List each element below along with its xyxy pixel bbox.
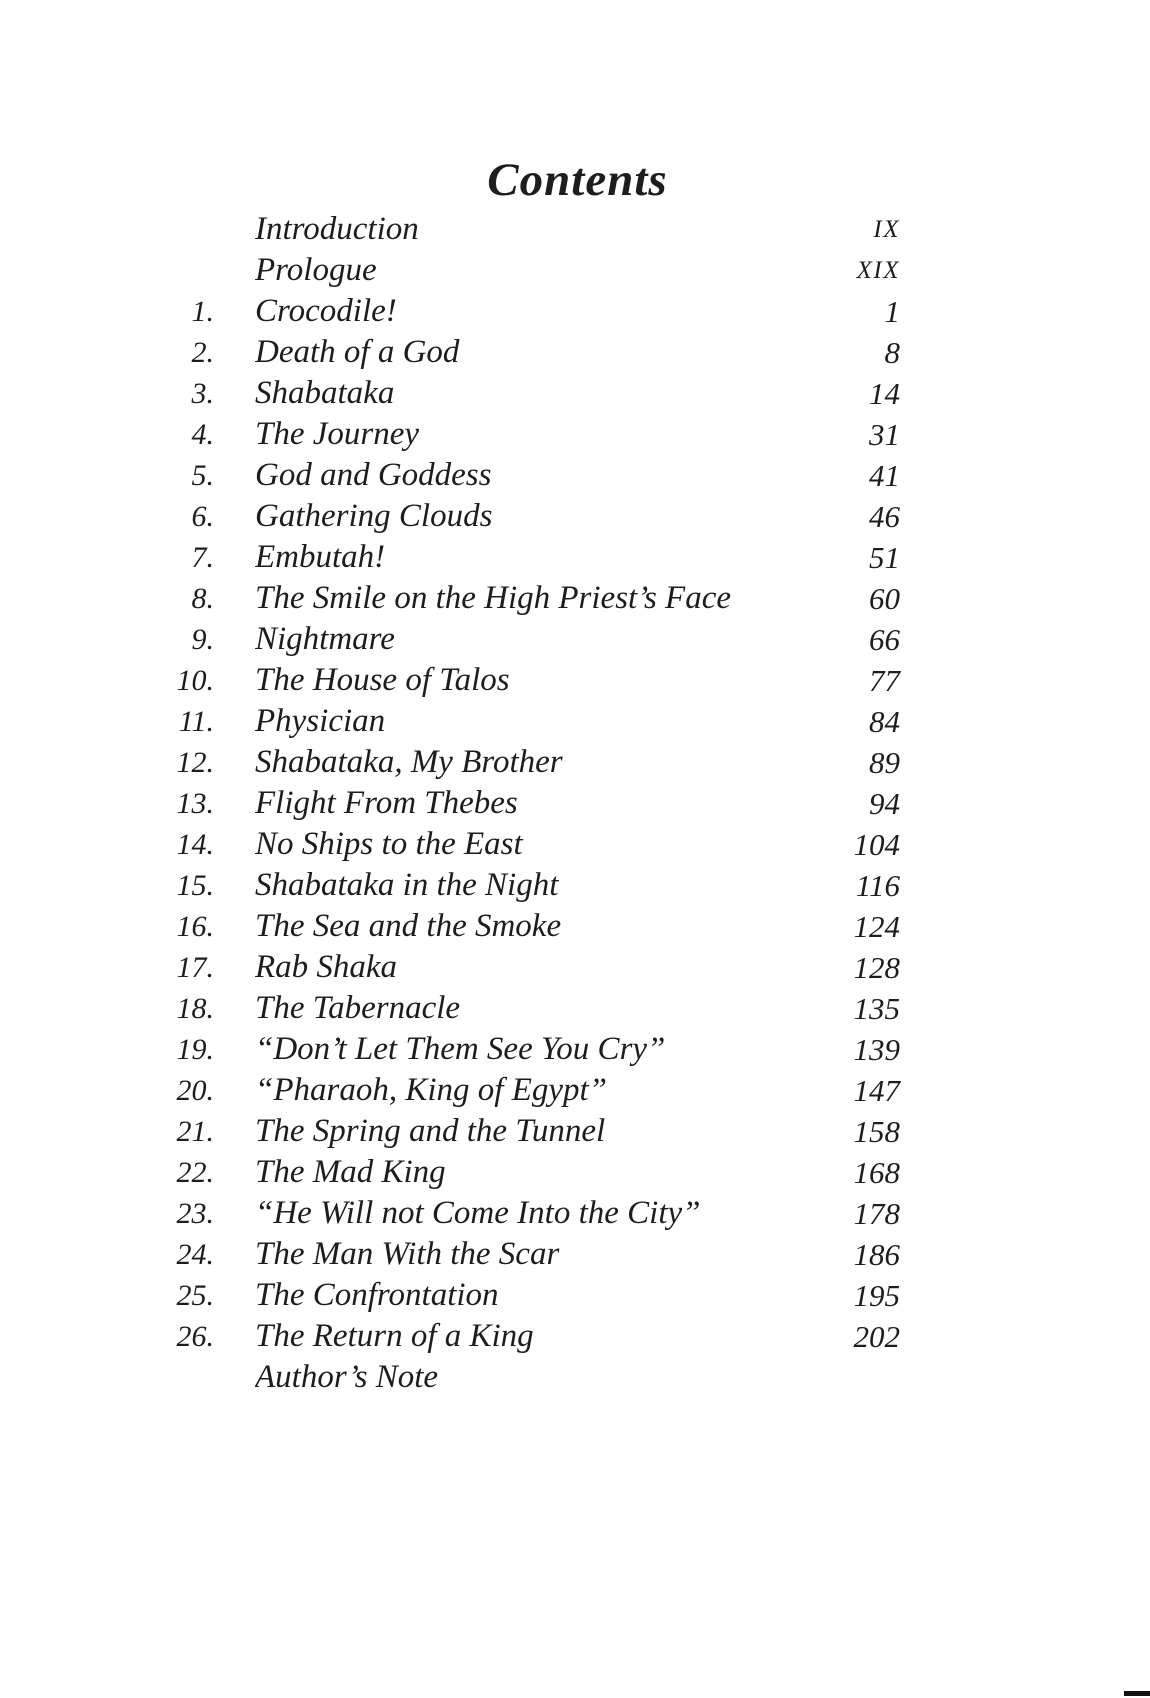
page-title: Contents — [487, 154, 668, 207]
chapter-number: 23. — [176, 1196, 214, 1230]
toc-row — [150, 906, 900, 947]
chapter-title: The Sea and the Smoke — [255, 908, 562, 944]
chapter-number: 7. — [191, 540, 214, 574]
toc-row — [150, 578, 900, 619]
toc-row — [150, 619, 900, 660]
chapter-title: Embutah! — [255, 539, 386, 575]
chapter-title: Prologue — [255, 252, 377, 288]
chapter-number: 17. — [176, 950, 214, 984]
page-number: 128 — [853, 949, 900, 985]
chapter-number: 4. — [191, 417, 214, 451]
chapter-number: 24. — [176, 1237, 214, 1271]
page-number: 66 — [869, 621, 900, 657]
toc-row — [150, 373, 900, 414]
chapter-title: God and Goddess — [255, 457, 492, 493]
toc-row — [150, 1152, 900, 1193]
chapter-title: Crocodile! — [255, 293, 397, 329]
page-number: 94 — [869, 785, 900, 821]
chapter-number: 16. — [176, 909, 214, 943]
toc-row — [150, 742, 900, 783]
page-number: 31 — [869, 416, 900, 452]
page-number: IX — [873, 215, 900, 243]
chapter-number: 19. — [176, 1032, 214, 1066]
page-number: 104 — [853, 826, 900, 862]
chapter-title: Shabataka in the Night — [255, 867, 559, 903]
toc-row — [150, 537, 900, 578]
page-number: 139 — [853, 1031, 900, 1067]
page-number: 116 — [855, 867, 900, 903]
toc-row — [150, 496, 900, 537]
page-number: 186 — [853, 1236, 900, 1272]
chapter-title: The Tabernacle — [255, 990, 461, 1026]
chapter-number: 20. — [176, 1073, 214, 1107]
chapter-number: 18. — [176, 991, 214, 1025]
page-number: 46 — [869, 498, 900, 534]
toc-row — [150, 1357, 900, 1398]
toc-row — [150, 824, 900, 865]
chapter-title: Physician — [255, 703, 386, 739]
chapter-title: Nightmare — [255, 621, 395, 657]
chapter-title: The Spring and the Tunnel — [255, 1113, 606, 1149]
chapter-title: Rab Shaka — [255, 949, 398, 985]
chapter-title: The Man With the Scar — [255, 1236, 560, 1272]
chapter-title: Death of a God — [255, 334, 460, 370]
page-number: XIX — [856, 256, 900, 284]
chapter-title: The Return of a King — [255, 1318, 534, 1354]
chapter-number: 9. — [191, 622, 214, 656]
page-number: 124 — [853, 908, 900, 944]
chapter-number: 26. — [176, 1319, 214, 1353]
toc-row — [150, 1193, 900, 1234]
chapter-number: 5. — [191, 458, 214, 492]
chapter-title: Author’s Note — [255, 1359, 439, 1395]
toc-row — [150, 1275, 900, 1316]
chapter-number: 1. — [191, 294, 214, 328]
page-number: 168 — [853, 1154, 900, 1190]
chapter-title: “Pharaoh, King of Egypt” — [255, 1072, 608, 1108]
toc-row — [150, 455, 900, 496]
toc-row — [150, 414, 900, 455]
page-number: 60 — [869, 580, 900, 616]
chapter-title: The Smile on the High Priest’s Face — [255, 580, 731, 616]
toc-row — [150, 291, 900, 332]
chapter-number: 22. — [176, 1155, 214, 1189]
toc-row — [150, 1234, 900, 1275]
chapter-title: “He Will not Come Into the City” — [255, 1195, 701, 1231]
toc-row — [150, 1029, 900, 1070]
scan-artifact-mark — [1124, 1691, 1150, 1696]
chapter-title: Flight From Thebes — [255, 785, 518, 821]
page-number: 84 — [869, 703, 900, 739]
chapter-title: Gathering Clouds — [255, 498, 493, 534]
toc-row — [150, 1111, 900, 1152]
toc-row — [150, 1316, 900, 1357]
page-number: 89 — [869, 744, 900, 780]
chapter-number: 10. — [176, 663, 214, 697]
toc-row — [150, 988, 900, 1029]
toc-row — [150, 209, 900, 250]
chapter-number: 3. — [191, 376, 214, 410]
chapter-title: The Confrontation — [255, 1277, 499, 1313]
toc-row — [150, 947, 900, 988]
toc-row — [150, 865, 900, 906]
chapter-number: 13. — [176, 786, 214, 820]
chapter-number: 8. — [191, 581, 214, 615]
chapter-title: The Journey — [255, 416, 420, 452]
page-number: 41 — [869, 457, 900, 493]
chapter-number: 12. — [176, 745, 214, 779]
toc-row — [150, 1070, 900, 1111]
page-number: 147 — [853, 1072, 900, 1108]
page-number: 202 — [853, 1318, 900, 1354]
page-number: 135 — [853, 990, 900, 1026]
toc-row — [150, 701, 900, 742]
toc-row — [150, 660, 900, 701]
toc-row — [150, 783, 900, 824]
page-number: 158 — [853, 1113, 900, 1149]
chapter-number: 15. — [176, 868, 214, 902]
page-number: 14 — [869, 375, 900, 411]
page-number: 8 — [884, 334, 900, 370]
page-number: 1 — [884, 293, 900, 329]
page-number: 195 — [853, 1277, 900, 1313]
toc-row — [150, 250, 900, 291]
chapter-number: 11. — [178, 704, 214, 738]
toc-list — [150, 209, 900, 1398]
chapter-title: Shabataka, My Brother — [255, 744, 563, 780]
chapter-number: 21. — [176, 1114, 214, 1148]
chapter-title: The Mad King — [255, 1154, 446, 1190]
chapter-number: 14. — [176, 827, 214, 861]
chapter-title: Introduction — [255, 211, 419, 247]
toc-row — [150, 332, 900, 373]
chapter-title: The House of Talos — [255, 662, 510, 698]
page-number: 51 — [869, 539, 900, 575]
page-number: 77 — [869, 662, 900, 698]
chapter-title: No Ships to the East — [255, 826, 523, 862]
chapter-number: 2. — [191, 335, 214, 369]
chapter-title: “Don’t Let Them See You Cry” — [255, 1031, 666, 1067]
chapter-number: 25. — [176, 1278, 214, 1312]
page-number: 178 — [853, 1195, 900, 1231]
chapter-number: 6. — [191, 499, 214, 533]
chapter-title: Shabataka — [255, 375, 395, 411]
